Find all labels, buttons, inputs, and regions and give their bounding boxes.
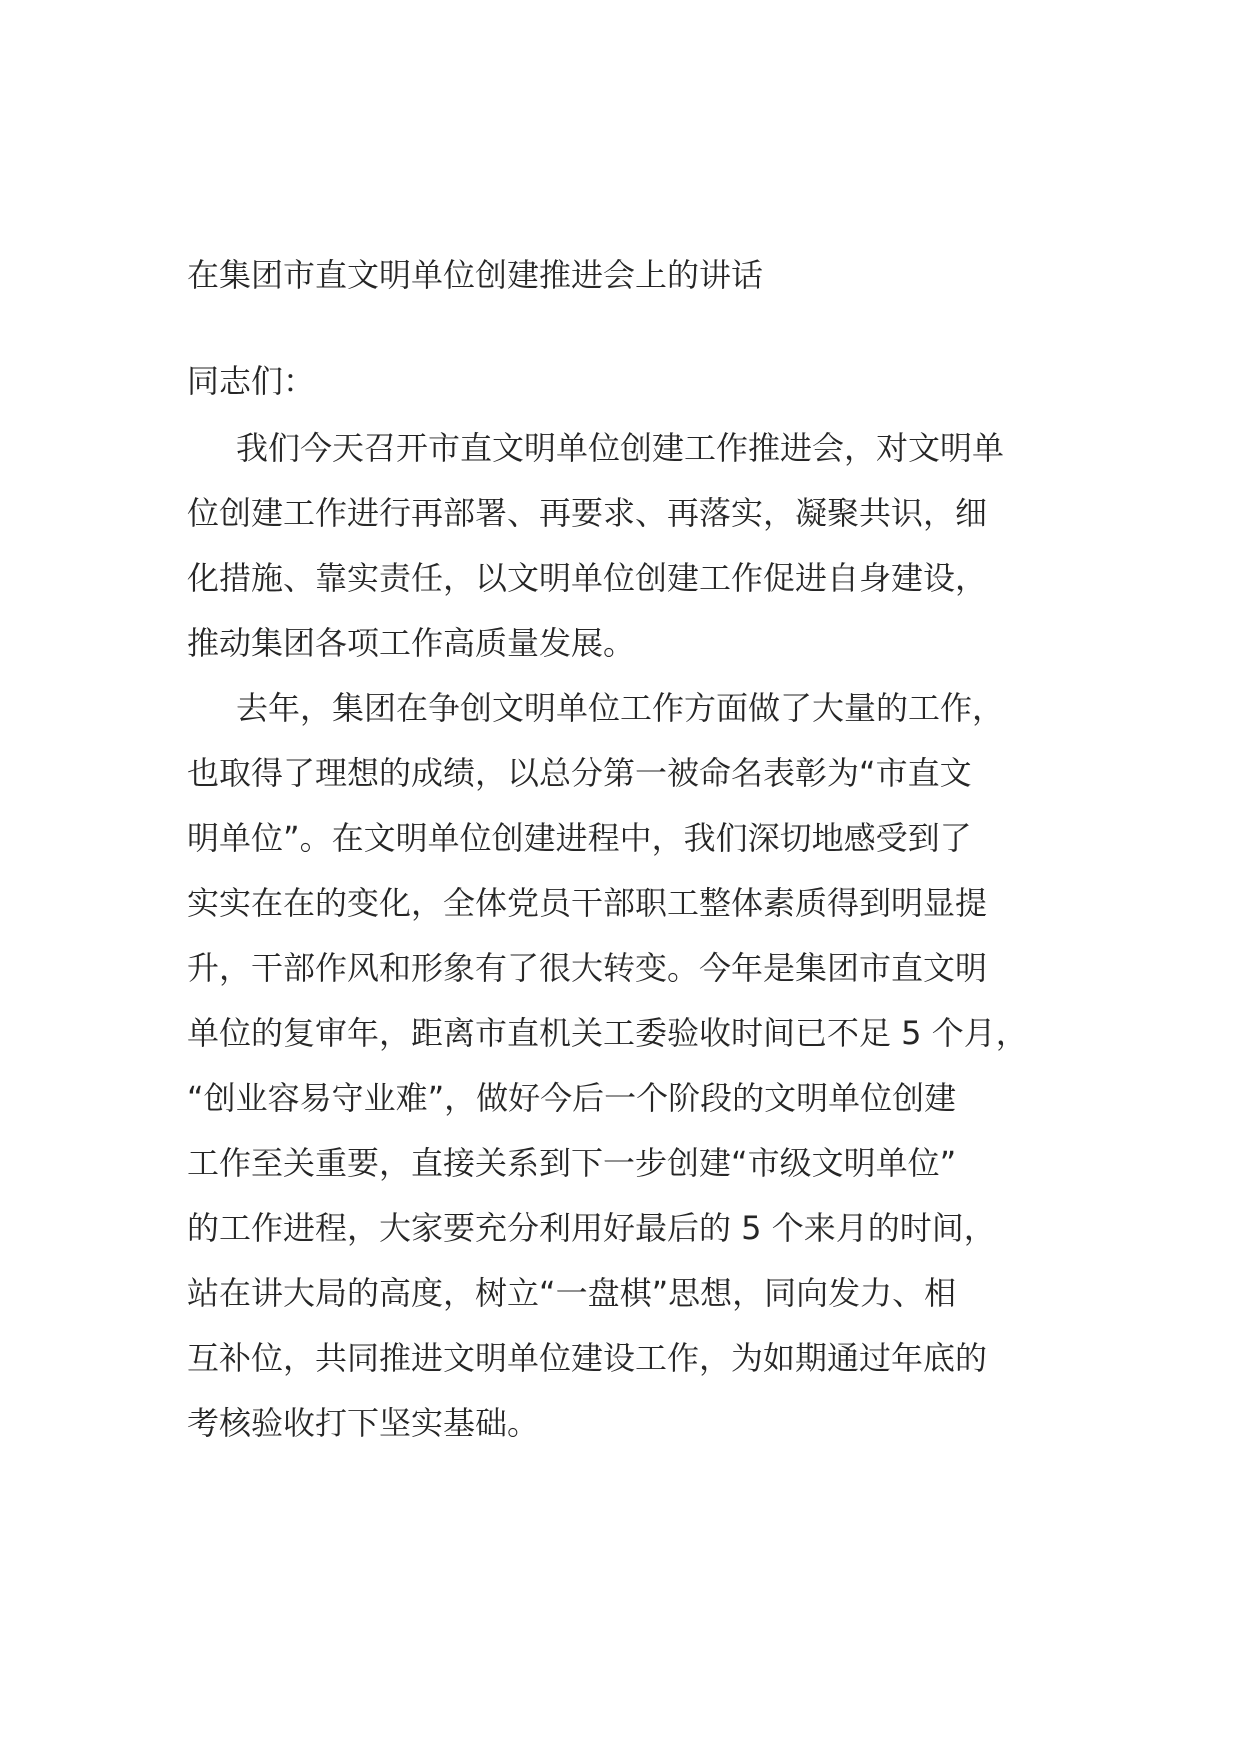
paragraph-line: 位创建工作进行再部署、再要求、再落实，凝聚共识，细 [187, 494, 988, 532]
paragraph-line: 推动集团各项工作高质量发展。 [187, 624, 636, 662]
paragraph-line: 去年，集团在争创文明单位工作方面做了大量的工作， [236, 689, 1005, 727]
paragraph-line: 升，干部作风和形象有了很大转变。今年是集团市直文明 [187, 949, 988, 987]
paragraph-line: 站在讲大局的高度，树立“一盘棋”思想，同向发力、相 [187, 1274, 957, 1312]
paragraph-line: 也取得了理想的成绩，以总分第一被命名表彰为“市直文 [187, 754, 972, 792]
paragraph-2 [187, 676, 1028, 1456]
paragraph-line: 化措施、靠实责任，以文明单位创建工作促进自身建设， [187, 559, 988, 597]
paragraph-line: 考核验收打下坚实基础。 [187, 1404, 540, 1442]
paragraph-line: 工作至关重要，直接关系到下一步创建“市级文明单位” [187, 1144, 957, 1182]
paragraph-line: 实实在在的变化，全体党员干部职工整体素质得到明显提 [187, 884, 988, 922]
paragraph-line: 单位的复审年，距离市直机关工委验收时间已不足 5 个月， [187, 1014, 1028, 1052]
paragraph-line: 明单位”。在文明单位创建进程中，我们深切地感受到了 [187, 819, 972, 857]
paragraph-1 [187, 416, 1004, 676]
paragraph-line: 我们今天召开市直文明单位创建工作推进会，对文明单 [236, 429, 1005, 467]
paragraph-line: 的工作进程，大家要充分利用好最后的 5 个来月的时间， [187, 1209, 996, 1247]
paragraph-line: “创业容易守业难”，做好今后一个阶段的文明单位创建 [187, 1079, 957, 1117]
salutation: 同志们： [187, 362, 316, 400]
paragraph-line: 互补位，共同推进文明单位建设工作，为如期通过年底的 [187, 1339, 988, 1377]
document-title: 在集团市直文明单位创建推进会上的讲话 [187, 256, 764, 294]
